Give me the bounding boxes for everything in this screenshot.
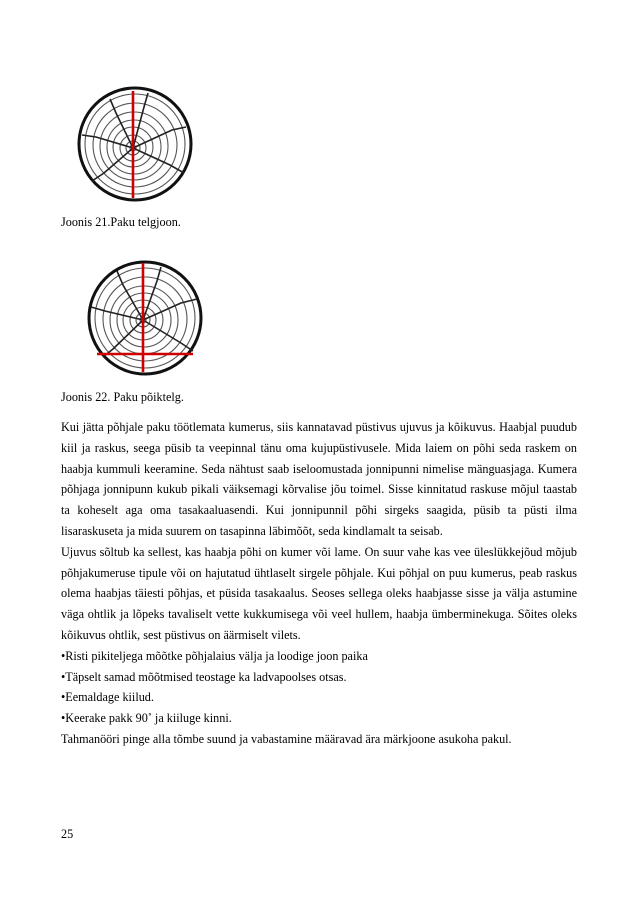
paragraph-stability: Kui jätta põhjale paku töötlemata kumerus, siis kannatavad püstivus ujuvus ja kõikuvus. Haabjal puudub kiil ja raskus, seega püsib ta veepinnal tänu oma kujupüstivusele. Mida laiem on põhi seda raskem on haabja kummuli keeramine. Seda nähtust saab iseloomustada jonnipunni nimelise mänguasjaga. Kumera põhjaga jonnipunn kukub pikali väiksemagi kõrvalise jõu toimel. Sisse kinnitatud raskuse mõjul taastab ta koheselt aga oma tasakaaluasendi. Kui jonnipunnil põhi sirgeks saagida, püsib ta püsti ilma lisaraskuseta ja mida suurem on tasapinna läbimõõt, seda kindlamalt ta seisab. xyxy=(61,420,577,538)
paragraph-chalk-line: Tahmanööri pinge alla tõmbe suund ja vabastamine määravad ära märkjoone asukoha pakul. xyxy=(61,731,512,746)
list-item: •Eemaldage kiilud. xyxy=(61,690,154,705)
page-number: 25 xyxy=(61,827,74,841)
body-text xyxy=(61,417,577,750)
list-item: •Risti pikiteljega mõõtke põhjalaius välja ja loodige joon paika xyxy=(61,648,368,663)
figure-21-log-cross-section xyxy=(76,85,194,203)
figure-21-caption: Joonis 21.Paku telgjoon. xyxy=(61,215,181,229)
list-item: •Keerake pakk 90˚ ja kiiluge kinni. xyxy=(61,711,232,726)
figure-22-caption: Joonis 22. Paku põiktelg. xyxy=(61,390,184,404)
list-item: •Täpselt samad mõõtmised teostage ka ladvapoolses otsas. xyxy=(61,669,347,684)
figure-22-log-cross-section xyxy=(83,259,207,377)
paragraph-buoyancy: Ujuvus sõltub ka sellest, kas haabja põhi on kumer või lame. On suur vahe kas vee üleslükkejõud mõjub põhjakumeruse tipule või on hajutatud ühtlaselt sirgele põhjale. Kui põhjal on puu kumerus, peab raskus olema haabjas täiesti põhjas, et püsida tasakaalus. Seoses sellega oleks haabjasse sisse ja välja astumine väga ohtlik ja lõpeks tavaliselt vette kukkumisega või veel hullem, haabja ümberminekuga. Sõites oleks kõikuvus ohtlik, sest püstivus on äärmiselt vilets. xyxy=(61,544,577,642)
